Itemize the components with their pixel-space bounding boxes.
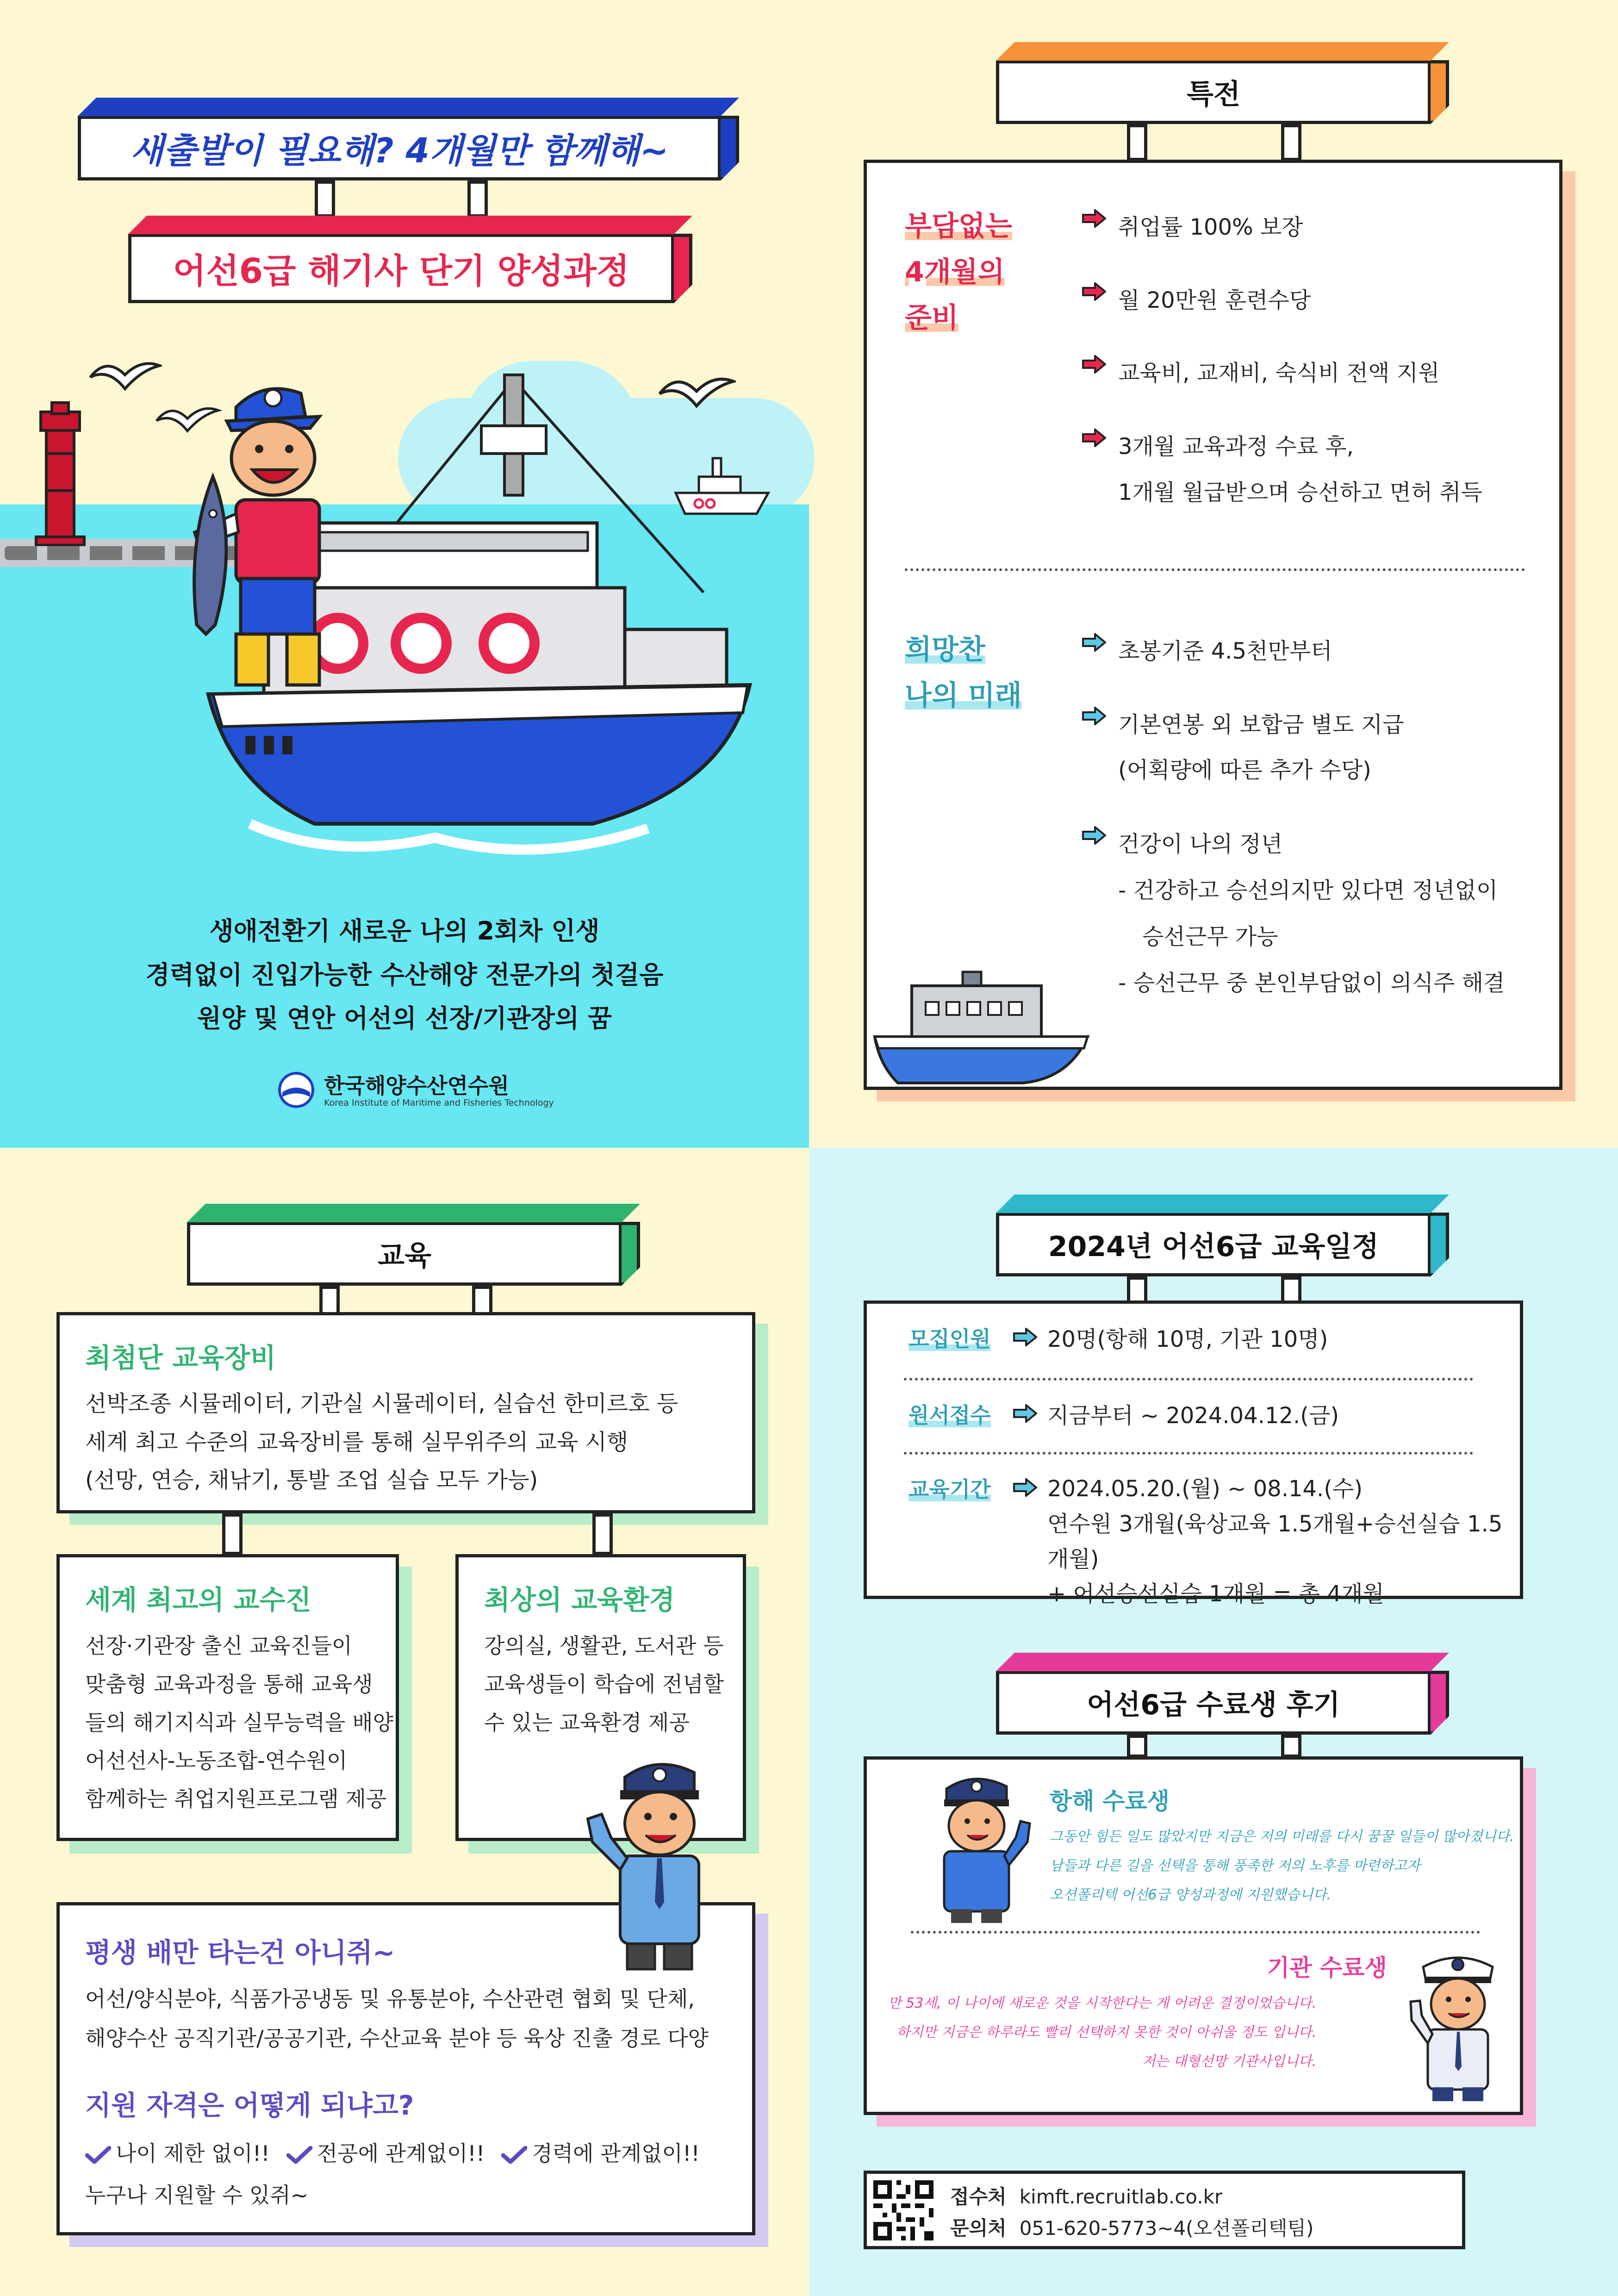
schedule-label: 모집인원	[909, 1326, 991, 1351]
schedule-title: 2024년 어선6급 교육일정	[1048, 1231, 1379, 1263]
equipment-line: 선박조종 시뮬레이터, 기관실 시뮬레이터, 실습선 한미르호 등	[85, 1391, 678, 1417]
benefit-group2-heading	[905, 627, 1022, 719]
benefit-text: 건강이 나의 정년	[1118, 831, 1283, 857]
box-top-edge	[996, 1653, 1449, 1671]
heading-line: 나의 미래	[905, 679, 1022, 712]
review-line: 그동안 힘든 일도 많았지만 지금은 저의 미래를 다시 꿈꿀 일들이 많아졌니다.	[1050, 1829, 1514, 1845]
career-heading: 평생 배만 타는건 아니쥐~	[85, 1937, 395, 1968]
arrow-right-icon	[1082, 633, 1106, 652]
tagline-2: 경력없이 진입가능한 수산해양 전문가의 첫걸음	[145, 960, 664, 989]
sign-pole	[1127, 1735, 1147, 1758]
benefit-item	[1082, 429, 1354, 460]
arrow-right-icon	[1082, 209, 1106, 228]
sign-pole	[1281, 124, 1301, 161]
environment-heading: 최상의 교육환경	[484, 1584, 675, 1616]
reviews-title-box	[996, 1671, 1431, 1735]
qualification-footer: 누구나 지원할 수 있쥐~	[85, 2183, 309, 2208]
benefit-item	[1082, 707, 1404, 739]
benefit-item-cont	[1118, 872, 1498, 904]
headline-box	[78, 116, 721, 180]
benefit-text: 승선근무 가능	[1142, 924, 1278, 950]
engine-review-text	[888, 1989, 1316, 2076]
schedule-panel	[864, 1300, 1523, 1607]
heading-line: 부담없는	[905, 210, 1012, 243]
review-line: 남들과 다른 길을 선택을 통해 풍족한 저의 노후를 마련하고자	[1050, 1858, 1420, 1874]
benefit-text: 3개월 교육과정 수료 후,	[1118, 434, 1354, 460]
equipment-heading: 최첨단 교육장비	[85, 1342, 276, 1374]
benefit-item-cont	[1118, 474, 1482, 506]
review-line: 하지만 지금은 하루라도 빨리 선택하지 못한 것이 아쉬울 정도 입니다.	[896, 2024, 1316, 2041]
reviews-title: 어선6급 수료생 후기	[1087, 1689, 1340, 1721]
benefit-item	[1082, 826, 1282, 858]
tagline-block	[0, 909, 809, 1041]
box-top-edge	[128, 216, 692, 234]
benefit-item	[1082, 633, 1332, 665]
sign-pole	[1281, 1735, 1301, 1758]
tagline-3: 원양 및 연안 어선의 선장/기관장의 꿈	[197, 1004, 612, 1033]
benefits-title-box	[996, 60, 1431, 124]
org-logo-icon	[278, 1071, 315, 1108]
benefit-text: 취업률 100% 보장	[1118, 214, 1303, 240]
engine-review-heading: 기관 수료생	[1267, 1954, 1387, 1981]
benefit-text: 1개월 월급받으며 승선하고 면허 취득	[1118, 479, 1483, 505]
tagline-1: 생애전환기 새로운 나의 2회차 인생	[209, 916, 600, 946]
environment-line: 강의실, 생활관, 도서관 등	[484, 1633, 724, 1658]
arrow-right-icon	[1082, 282, 1106, 301]
faculty-line: 맞춤형 교육과정을 통해 교육생	[85, 1671, 373, 1697]
schedule-title-box	[996, 1213, 1431, 1276]
sign-pole	[1281, 1276, 1301, 1304]
arrow-right-icon	[1082, 707, 1106, 725]
course-title-box	[128, 234, 674, 303]
faculty-heading: 세계 최고의 교수진	[85, 1584, 311, 1616]
benefits-title: 특전	[1187, 78, 1240, 111]
arrow-right-icon	[1082, 429, 1106, 447]
arrow-right-icon	[1013, 1404, 1037, 1423]
qualification-check	[286, 2137, 485, 2167]
benefit-item-cont	[1118, 965, 1505, 997]
arrow-right-icon	[1013, 1478, 1037, 1497]
review-line: 만 53세, 이 나이에 새로운 것을 시작한다는 게 어려운 결정이었습니다.	[888, 1995, 1316, 2011]
apply-url[interactable]: kimft.recruitlab.co.kr	[1019, 2185, 1223, 2208]
box-top-edge	[78, 98, 739, 116]
heading-line: 준비	[905, 302, 958, 334]
check-label: 나이 제한 없이!!	[116, 2141, 270, 2166]
career-text	[85, 1979, 709, 2058]
box-top-edge	[187, 1204, 640, 1222]
sign-pole	[467, 180, 488, 218]
schedule-value: 20명(항해 10명, 기관 10명)	[1047, 1326, 1328, 1352]
equipment-text	[85, 1385, 678, 1500]
environment-line: 수 있는 교육환경 제공	[484, 1710, 690, 1735]
benefit-group1-heading	[905, 204, 1012, 341]
benefit-item	[1082, 282, 1311, 314]
qualification-heading: 지원 자격은 어떻게 되냐고?	[85, 2090, 414, 2121]
apply-label: 접수처	[950, 2185, 1007, 2208]
divider	[911, 1931, 1480, 1934]
sign-pole	[222, 1513, 243, 1555]
education-title-box	[187, 1222, 622, 1286]
check-icon	[286, 2146, 312, 2165]
benefit-text: 초봉기준 4.5천만부터	[1118, 638, 1332, 664]
benefit-text: 기본연봉 외 보합금 별도 지급	[1118, 712, 1404, 738]
sign-pole	[1127, 124, 1147, 161]
check-icon	[85, 2146, 111, 2165]
box-top-edge	[996, 42, 1449, 61]
arrow-right-icon	[1082, 355, 1106, 373]
sailor-icon	[583, 1749, 731, 1972]
sign-pole	[315, 180, 335, 218]
sign-pole	[1127, 1276, 1147, 1304]
arrow-right-icon	[1082, 826, 1106, 845]
inquiry-row	[950, 2213, 1313, 2244]
schedule-value	[1047, 1472, 1520, 1612]
qr-code-icon[interactable]	[873, 2180, 933, 2240]
course-title: 어선6급 해기사 단기 양성과정	[173, 251, 630, 291]
org-name-en: Korea Institute of Maritime and Fisheries Technology	[324, 1098, 554, 1108]
seagull-icon	[88, 352, 162, 393]
faculty-line: 들의 해기지식과 실무능력을 배양	[85, 1710, 393, 1735]
equipment-line: 세계 최고 수준의 교육장비를 통해 실무위주의 교육 시행	[85, 1429, 629, 1455]
inquiry-label: 문의처	[950, 2217, 1007, 2240]
navigation-review-heading: 항해 수료생	[1050, 1788, 1170, 1815]
divider	[904, 1378, 1473, 1381]
check-label: 전공에 관계없이!!	[317, 2141, 485, 2166]
career-line: 해양수산 공직기관/공공기관, 수산교육 분야 등 육상 진출 경로 다양	[85, 2026, 709, 2051]
benefit-item	[1082, 209, 1303, 241]
faculty-line: 어선선사-노동조합-연수원이	[85, 1748, 348, 1773]
benefit-item	[1082, 355, 1439, 387]
career-line: 어선/양식분야, 식품가공냉동 및 유통분야, 수산관련 협회 및 단체,	[85, 1986, 695, 2011]
equipment-line: (선망, 연승, 채낚기, 통발 조업 실습 모두 가능)	[85, 1467, 538, 1493]
divider	[904, 1452, 1473, 1455]
inquiry-phone[interactable]: 051-620-5773~4(오션폴리텍팀)	[1019, 2217, 1314, 2240]
faculty-line: 선장·기관장 출신 교육진들이	[85, 1633, 353, 1658]
box-top-edge	[996, 1195, 1449, 1213]
navigation-sailor-icon	[923, 1768, 1039, 1925]
arrow-right-icon	[1013, 1328, 1037, 1346]
faculty-line: 함께하는 취업지원프로그램 제공	[85, 1786, 387, 1812]
faculty-text	[85, 1627, 393, 1818]
lighthouse-icon	[32, 398, 88, 546]
contact-text	[950, 2181, 1313, 2244]
heading-line: 희망찬	[905, 634, 985, 666]
environment-text	[484, 1627, 724, 1742]
schedule-line: 연수원 3개월(육상교육 1.5개월+승선실습 1.5개월)	[1047, 1511, 1503, 1572]
review-line: 오션폴리텍 어선6급 양성과정에 지원했습니다.	[1050, 1887, 1331, 1903]
qualification-check	[501, 2137, 700, 2167]
schedule-label: 원서접수	[909, 1403, 991, 1428]
contact-panel	[864, 2171, 1465, 2249]
environment-line: 교육생들이 학습에 전념할	[484, 1671, 724, 1697]
passenger-boat-icon	[870, 967, 1092, 1088]
equipment-panel	[56, 1312, 755, 1513]
check-icon	[501, 2146, 527, 2165]
benefit-text: 교육비, 교재비, 숙식비 전액 지원	[1118, 360, 1440, 386]
engine-officer-icon	[1407, 1946, 1509, 2103]
benefit-text: (어획량에 따른 추가 수당)	[1118, 757, 1371, 783]
heading-line: 4개월의	[905, 256, 1005, 288]
benefit-text: - 승선근무 중 본인부담없이 의식주 해결	[1118, 970, 1505, 996]
check-label: 경력에 관계없이!!	[532, 2141, 700, 2166]
qualification-check	[85, 2137, 270, 2167]
qualification-checks	[85, 2137, 700, 2167]
education-title: 교육	[378, 1240, 431, 1272]
headline-text: 새출발이 필요해? 4개월만 함께해~	[130, 131, 669, 171]
apply-row	[950, 2181, 1313, 2213]
sign-pole	[592, 1513, 613, 1555]
review-line: 저는 대형선망 기관사입니다.	[1142, 2053, 1316, 2070]
schedule-label: 교육기간	[909, 1477, 991, 1502]
benefit-item-cont	[1118, 752, 1371, 784]
benefit-item-cont	[1142, 919, 1278, 951]
schedule-line: + 어선승선실습 1개월 = 총 4개월	[1047, 1581, 1384, 1607]
org-name: 한국해양수산연수원	[324, 1073, 509, 1098]
benefit-text: 월 20만원 훈련수당	[1118, 287, 1311, 313]
faculty-panel	[56, 1554, 399, 1841]
fish-icon	[187, 472, 238, 639]
divider	[905, 568, 1525, 571]
benefit-text: - 건강하고 승선의지만 있다면 정년없이	[1118, 877, 1498, 903]
navigation-review-text	[1050, 1822, 1514, 1910]
schedule-value: 지금부터 ~ 2024.04.12.(금)	[1047, 1403, 1339, 1429]
schedule-line: 2024.05.20.(월) ~ 08.14.(수)	[1047, 1476, 1363, 1502]
